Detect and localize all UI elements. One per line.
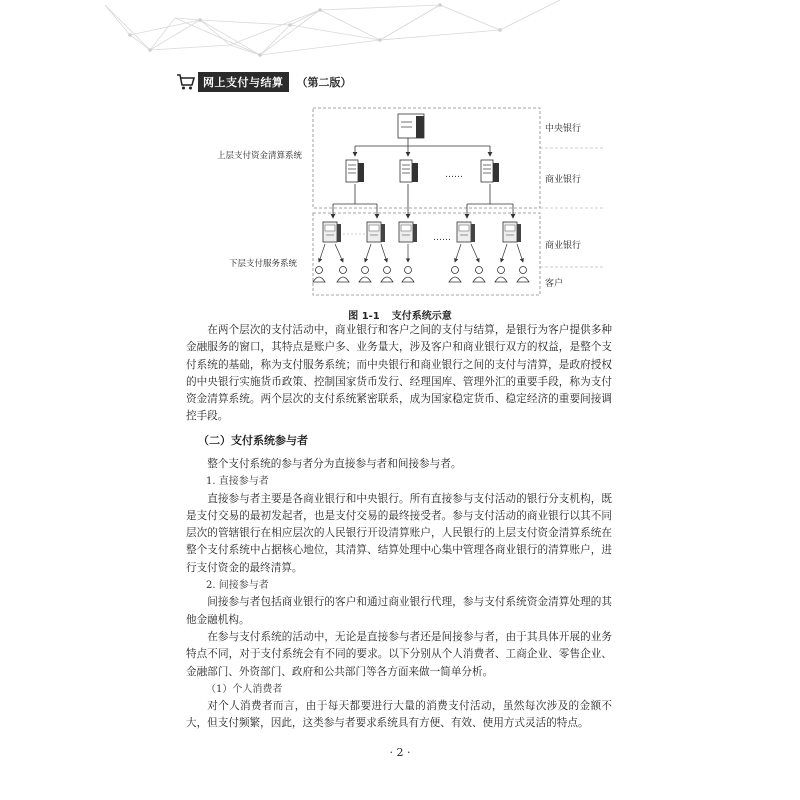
subheading: 1. 直接参与者 (206, 476, 269, 488)
paragraph: 在两个层次的支付活动中，商业银行和客户之间的支付与结算，是银行为客户提供多种金融服务的窗口，其特点是账户多、业务量大，涉及客户和商业银行双方的权益，是整个支付系统的基础，称为支付服务系统；而中央银行和商业银行之间的支付与清算，是政府授权的中央银行实施货币政策、控制国家货币发行、经理国库、管理外汇的重要手段，称为支付资金清算系统。两个层次的支付系统紧密联系，成为国家稳定货币、稳定经济的重要间接调控手段。 (186, 324, 612, 423)
label-commercial-bank-bottom: 商业银行 (545, 241, 582, 251)
bank-branch-icon (323, 222, 341, 242)
bank-branch-icon (367, 222, 385, 242)
customer-icon (495, 267, 507, 283)
page-number: · 2 · (389, 746, 411, 759)
subheading: 2. 间接参与者 (206, 580, 269, 592)
upper-system-box (313, 108, 540, 208)
subheading: （1）个人消费者 (206, 683, 283, 695)
figure-number: 图 1-1 (348, 311, 380, 322)
paragraph: 间接参与者包括商业银行的客户和通过商业银行代理，参与支付系统资金清算处理的其他金融机构。 (186, 596, 612, 626)
figure-title: 支付系统示意 (391, 311, 452, 322)
paragraph: 在参与支付系统的活动中，无论是直接参与者还是间接参与者，由于其具体开展的业务特点不同，对于支付系统会有不同的要求。以下分别从个人消费者、工商企业、零售企业、金融部门、外资部门、政府和公共部门等各方面来做一简单分析。 (186, 630, 612, 678)
payment-system-diagram (205, 100, 605, 300)
customer-icon (449, 267, 461, 283)
customer-icon (313, 267, 325, 283)
paragraph: 对个人消费者而言，由于每天都要进行大量的消费支付活动，虽然每次涉及的金额不大，但支付频繁，因此，这类参与者要求系统具有方便、有效、使用方式灵活的特点。 (186, 700, 612, 730)
paragraph: 整个支付系统的参与者分为直接参与者和间接参与者。 (207, 458, 462, 470)
commercial-bank-server-icon (481, 160, 499, 182)
bank-branch-icon (457, 222, 475, 242)
label-commercial-bank-top: 商业银行 (545, 175, 582, 185)
central-bank-server-icon (398, 114, 424, 138)
commercial-bank-server-icon (346, 160, 364, 182)
customer-icon (359, 267, 371, 283)
ellipsis-bottom: …… (433, 233, 451, 243)
label-customer: 客户 (545, 279, 564, 289)
ellipsis-top: …… (445, 170, 463, 180)
paragraph: 直接参与者主要是各商业银行和中央银行。所有直接参与支付活动的银行分支机构，既是支付交易的最初发起者，也是支付交易的最终接受者。参与支付活动的商业银行以其不同层次的管辖银行在相应层次的人民银行开设清算账户，人民银行的上层支付资金清算系统在整个支付系统中占据核心地位，其清算、结算处理中心集中管理各商业银行的清算账户，进行支付资金的最终清算。 (186, 492, 612, 574)
edition-label: （第二版） (296, 76, 352, 89)
label-lower-system: 下层支付服务系统 (229, 259, 298, 269)
customer-icon (517, 267, 529, 283)
label-central-bank: 中央银行 (545, 124, 582, 134)
decorative-network-pattern (0, 0, 800, 70)
bank-branch-icon (503, 222, 521, 242)
customer-icon (381, 267, 393, 283)
customer-icon (473, 267, 485, 283)
shopping-cart-icon (176, 73, 196, 91)
label-upper-system: 上层支付资金清算系统 (217, 151, 303, 161)
commercial-bank-server-icon (400, 160, 418, 182)
customer-icon (337, 267, 349, 283)
running-header (176, 72, 352, 92)
section-heading: （二）支付系统参与者 (198, 434, 308, 447)
paragraph-block-2 (186, 456, 612, 733)
customer-icon (402, 267, 414, 283)
figure-caption (0, 307, 800, 322)
bank-branch-icon (399, 222, 417, 242)
paragraph-block-1 (186, 322, 612, 426)
book-title: 网上支付与结算 (198, 72, 289, 92)
